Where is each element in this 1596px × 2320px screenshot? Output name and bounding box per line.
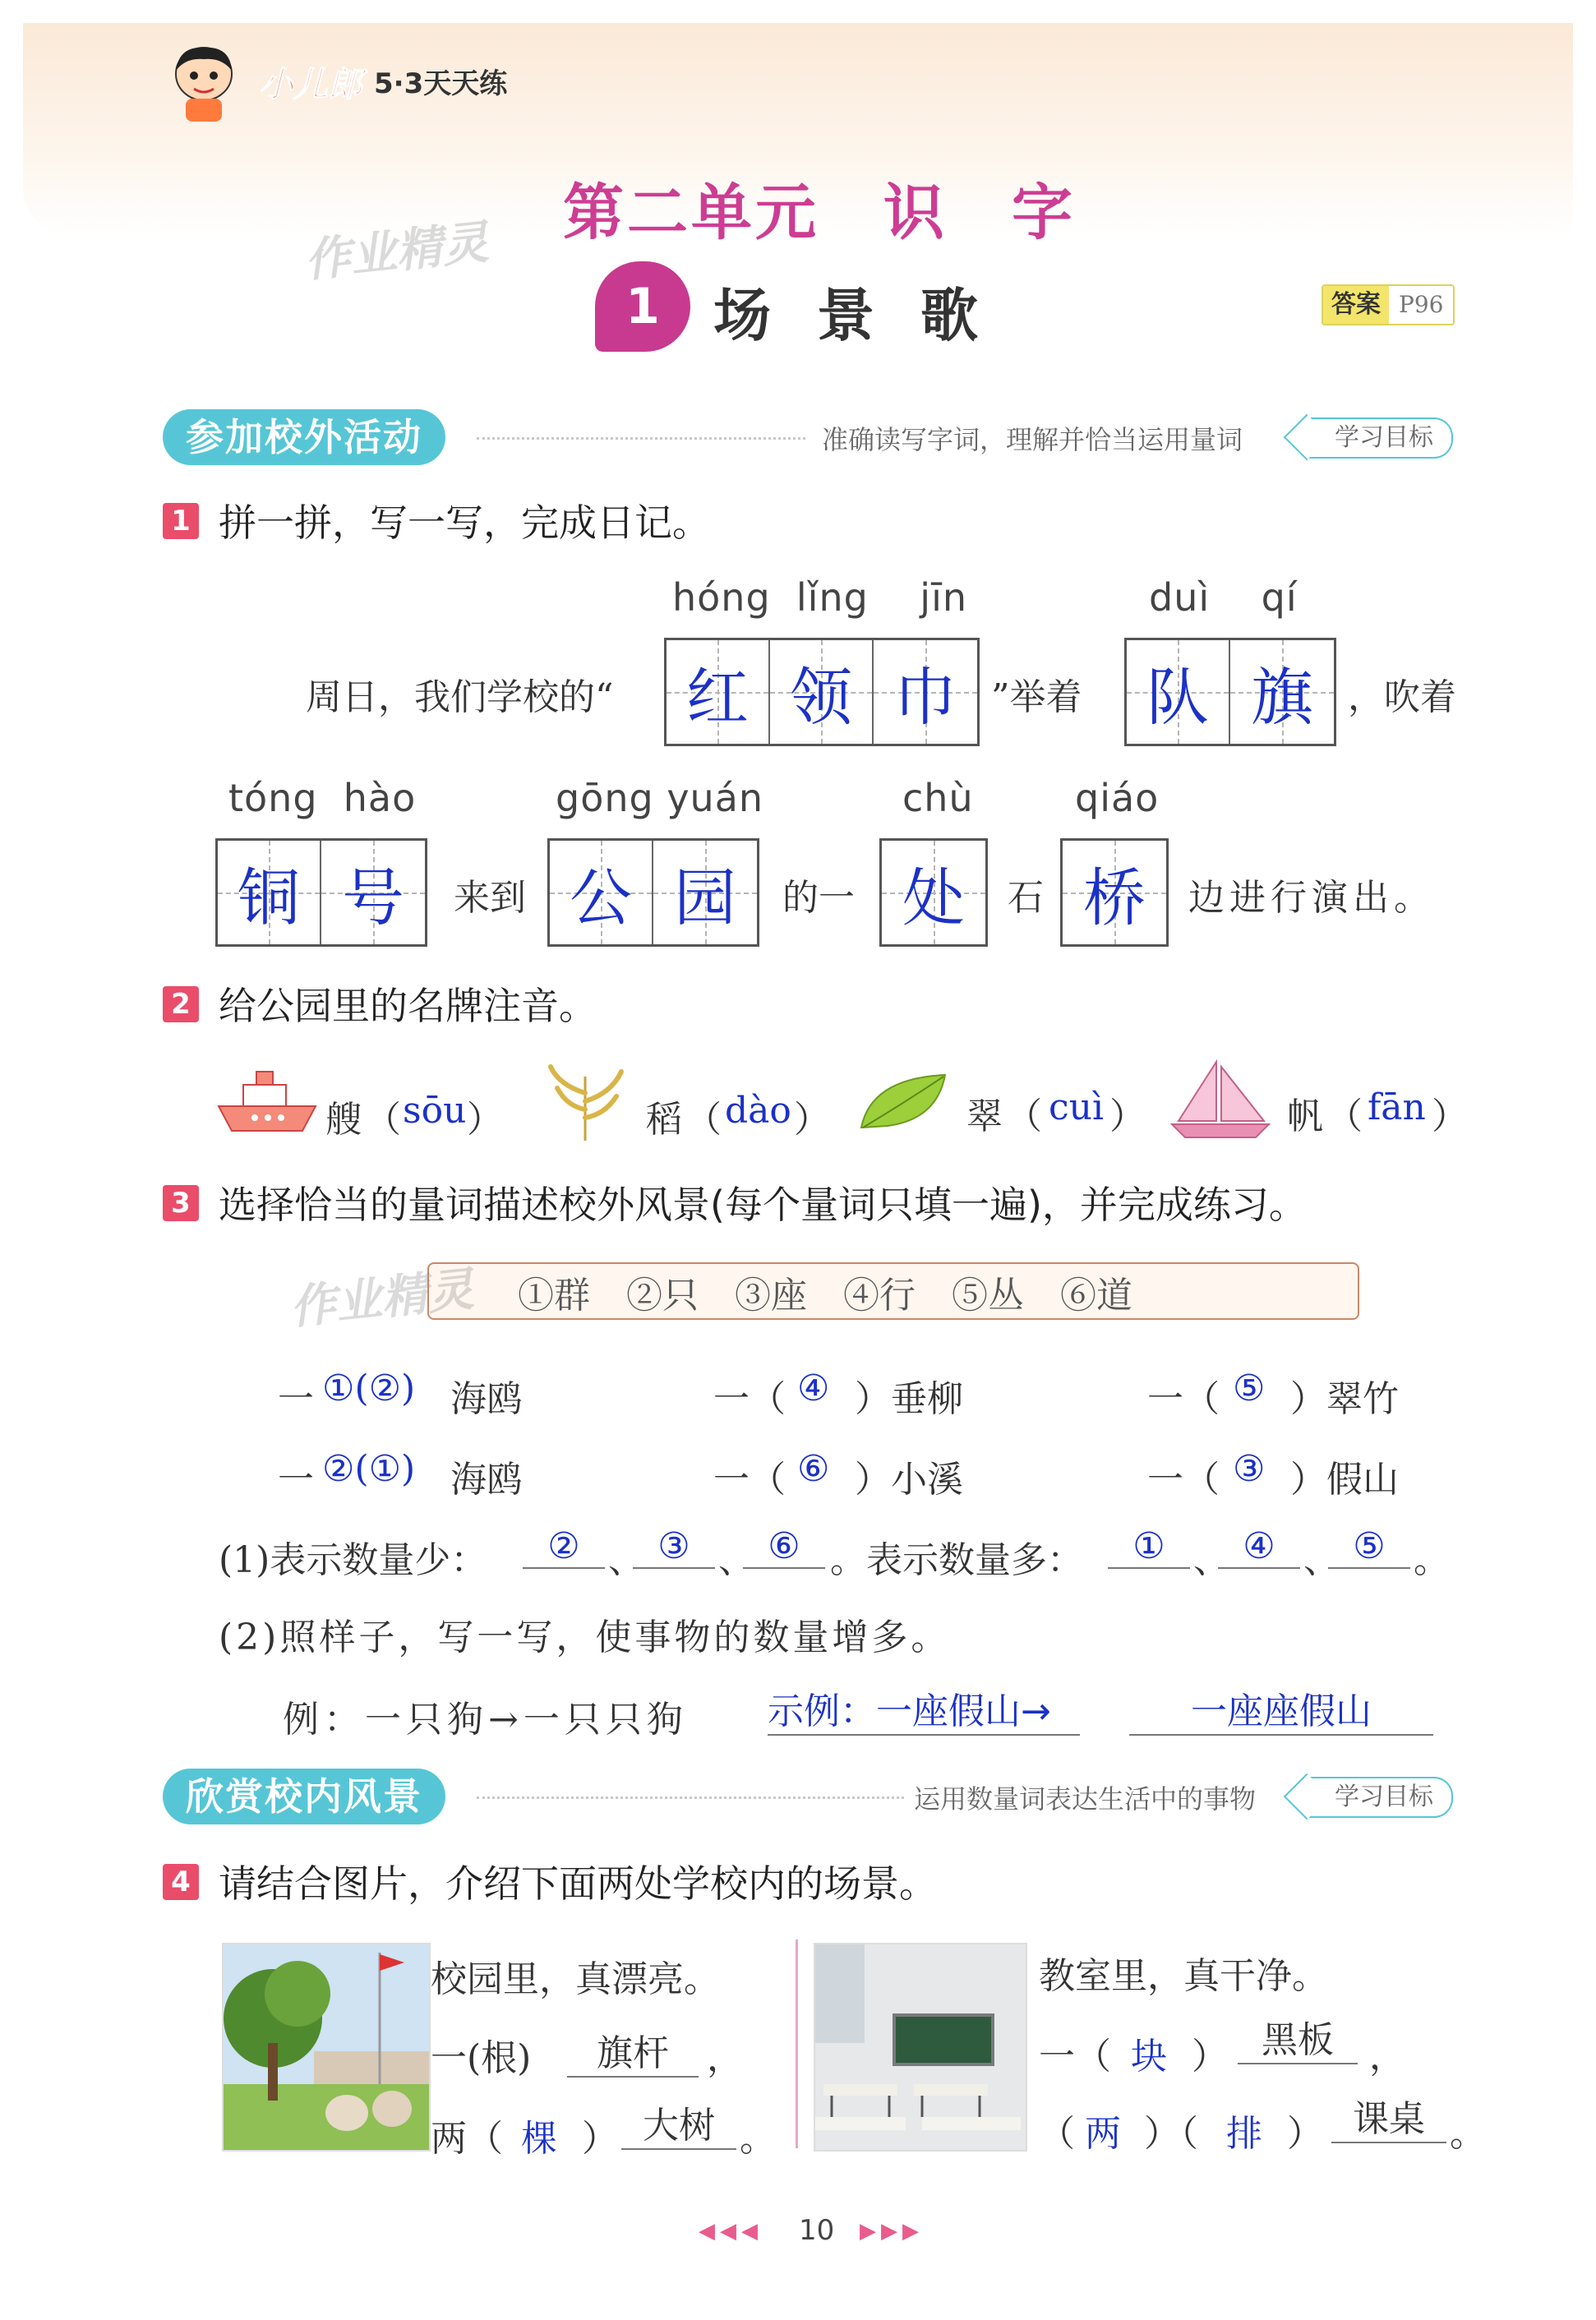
bracket: ） — [1192, 2036, 1228, 2078]
fill-pre: 一（ — [1147, 1459, 1220, 1501]
answer-char: 队 — [1146, 660, 1209, 734]
quantifier-answer: 排 — [1226, 2113, 1262, 2155]
question-number: 4 — [163, 1864, 199, 1900]
label-char: 稻 — [646, 1099, 682, 1141]
rice-icon — [542, 1060, 630, 1142]
answer-char: 园 — [674, 860, 736, 934]
grid-cell — [218, 841, 321, 944]
answer-blank: 旗杆 — [567, 2023, 699, 2078]
writing-grid — [1060, 838, 1169, 947]
bracket: （ — [1039, 2113, 1075, 2155]
diary-text: 的一 — [782, 877, 855, 919]
pinyin-answer: fān — [1368, 1086, 1426, 1128]
page-number: 10 — [799, 2214, 835, 2247]
fill-answer: ①(②) — [322, 1368, 416, 1409]
label-char: 艘 — [325, 1099, 362, 1141]
question-number: 2 — [163, 986, 199, 1022]
goal-tag: 学习目标 — [1307, 417, 1453, 459]
sub-question-label: (1)表示数量少： — [219, 1539, 487, 1581]
section-goal: 运用数量词表达生活中的事物 — [914, 1783, 1257, 1815]
grid-cell — [1230, 640, 1334, 744]
pinyin-duiqi: duì qí — [1149, 575, 1298, 620]
watermark: 作业精灵 — [302, 215, 491, 288]
answer-char: 红 — [686, 660, 749, 734]
pinyin-chu: chù — [902, 776, 974, 820]
diary-text: 来到 — [454, 877, 526, 919]
left-arrows-icon: ◀◀◀ — [699, 2219, 763, 2244]
grid-cell — [667, 640, 770, 744]
answer-blank: 课桌 — [1331, 2089, 1446, 2143]
period: 。 — [1414, 1539, 1450, 1581]
diary-text: 边进行演出。 — [1188, 877, 1435, 919]
writing-grid — [547, 838, 759, 947]
boy-mascot-icon — [164, 41, 243, 123]
unit-title: 第二单元 识 字 — [563, 178, 1076, 248]
writing-grid — [664, 638, 980, 746]
pinyin-answer: dào — [725, 1090, 791, 1132]
question-number: 3 — [163, 1185, 199, 1221]
fill-pre: 一（ — [1147, 1378, 1220, 1420]
fill-answer: ③ — [1233, 1448, 1266, 1490]
period: 。 — [740, 2118, 776, 2160]
bracket: ） — [1109, 1095, 1146, 1137]
answer-char: 桥 — [1083, 860, 1146, 934]
grid-cell — [321, 841, 425, 944]
answer-blank: ① — [1108, 1525, 1190, 1569]
sub-question-label: (2)照样子，写一写，使事物的数量增多。 — [219, 1617, 951, 1658]
example-text: 例：一只狗→一只只狗 — [283, 1699, 688, 1741]
separator: 、 — [1193, 1539, 1229, 1581]
pinyin-gongyuan: gōng yuán — [556, 776, 764, 820]
fill-pre: 一（ — [713, 1378, 786, 1420]
scene-sentence: 教室里，真干净。 — [1039, 1955, 1328, 1997]
bracket: ） — [1432, 1095, 1468, 1137]
answer-char: 铜 — [238, 860, 300, 934]
section-divider — [477, 1797, 904, 1799]
question-text: 选择恰当的量词描述校外风景(每个量词只填一遍)，并完成练习。 — [219, 1183, 1307, 1227]
bracket: ） — [467, 1099, 503, 1141]
bracket: ） — [1287, 2113, 1323, 2155]
comma: ， — [707, 2037, 743, 2079]
classroom-photo — [814, 1943, 1027, 2152]
series-name: 5·3天天练 — [374, 67, 508, 100]
grid-cell — [770, 640, 874, 744]
answer-reference — [1322, 284, 1455, 325]
separator: 、 — [608, 1539, 644, 1581]
section-tag-inside: 欣赏校内风景 — [163, 1769, 445, 1824]
answer-blank: 示例：一座假山→ — [768, 1681, 1080, 1736]
answer-blank: 黑板 — [1238, 2010, 1358, 2064]
scene-pre: 两（ — [431, 2118, 503, 2160]
answer-blank: ⑤ — [1328, 1525, 1410, 1569]
diary-text: ”举着 — [991, 676, 1082, 718]
answer-blank: ⑥ — [743, 1525, 825, 1569]
question-text: 请结合图片，介绍下面两处学校内的场景。 — [219, 1861, 937, 1906]
question-number: 1 — [163, 503, 199, 539]
answer-blank: ③ — [633, 1525, 715, 1569]
diary-text: ，吹着 — [1348, 676, 1456, 718]
brand-name: 小儿郎 — [259, 64, 363, 104]
fill-pre: 一 — [278, 1459, 314, 1501]
fill-post: ）假山 — [1290, 1459, 1399, 1501]
bracket: （ — [685, 1099, 722, 1141]
bracket: ） — [582, 2118, 618, 2160]
campus-photo — [222, 1943, 431, 2152]
sub-question-label: 。表示数量多： — [830, 1539, 1083, 1581]
writing-grid — [879, 838, 988, 947]
writing-grid — [215, 838, 427, 947]
section-tag-outside: 参加校外活动 — [163, 409, 445, 465]
bracket: （ — [1326, 1095, 1363, 1137]
grid-cell — [874, 640, 977, 744]
grid-cell — [550, 841, 653, 944]
bracket: ）（ — [1144, 2113, 1198, 2155]
question-text: 给公园里的名牌注音。 — [219, 984, 597, 1028]
fill-post: ）翠竹 — [1290, 1378, 1399, 1420]
section-goal: 准确读写字词，理解并恰当运用量词 — [822, 424, 1243, 455]
quantifier-answer: 块 — [1131, 2036, 1167, 2078]
fill-post: 海鸥 — [450, 1459, 523, 1501]
answer-char: 号 — [342, 860, 404, 934]
answer-blank: ② — [523, 1525, 605, 1569]
ship-icon — [214, 1065, 321, 1139]
goal-tag: 学习目标 — [1307, 1777, 1453, 1818]
answer-blank: ④ — [1218, 1525, 1300, 1569]
bracket: ） — [794, 1099, 830, 1141]
watermark: 作业精灵 — [287, 1262, 477, 1335]
bracket: （ — [1006, 1095, 1042, 1137]
sailboat-icon — [1167, 1057, 1274, 1142]
scene-pre: 一(根) — [431, 2037, 532, 2079]
column-divider — [796, 1939, 798, 2148]
answer-char: 处 — [902, 860, 965, 934]
label-char: 翠 — [966, 1095, 1003, 1137]
scene-pre: 一（ — [1039, 2036, 1111, 2078]
period: 。 — [1450, 2113, 1486, 2155]
pinyin-hongling: hóng lǐng jīn — [672, 575, 968, 620]
pinyin-tonghao: tóng hào — [228, 776, 417, 820]
bracket: （ — [365, 1099, 401, 1141]
fill-answer: ④ — [797, 1368, 830, 1409]
scene-sentence: 校园里，真漂亮。 — [431, 1958, 720, 2000]
pinyin-answer: sōu — [403, 1090, 467, 1132]
answer-page: P96 — [1389, 286, 1453, 324]
separator: 、 — [1303, 1539, 1340, 1581]
right-arrows-icon: ▶▶▶ — [860, 2219, 924, 2244]
separator: 、 — [718, 1539, 754, 1581]
grid-cell — [1063, 841, 1166, 944]
grid-cell — [882, 841, 985, 944]
label-char: 帆 — [1287, 1095, 1323, 1137]
question-text: 拼一拼，写一写，完成日记。 — [219, 500, 710, 545]
answer-char: 公 — [570, 860, 632, 934]
answer-blank: 大树 — [621, 2096, 736, 2150]
writing-grid — [1124, 638, 1336, 746]
quantifier-answer: 两 — [1085, 2113, 1121, 2155]
answer-char: 旗 — [1251, 660, 1313, 734]
comma: ， — [1369, 2036, 1405, 2078]
fill-post: 海鸥 — [450, 1378, 523, 1420]
leaf-icon — [855, 1070, 953, 1136]
diary-text: 周日，我们学校的“ — [306, 676, 614, 718]
fill-post: ）小溪 — [855, 1459, 963, 1501]
fill-answer: ②(①) — [322, 1448, 416, 1490]
diary-text: 石 — [1008, 877, 1044, 919]
section-divider — [477, 437, 805, 440]
fill-answer: ⑤ — [1233, 1368, 1266, 1409]
lesson-number: 1 — [595, 261, 690, 352]
lesson-title: 场景歌 — [713, 282, 1024, 349]
grid-cell — [1127, 640, 1230, 744]
answer-char: 领 — [790, 660, 852, 734]
fill-post: ）垂柳 — [855, 1378, 963, 1420]
grid-cell — [653, 841, 757, 944]
fill-pre: 一 — [278, 1378, 314, 1420]
fill-answer: ⑥ — [797, 1448, 830, 1490]
fill-pre: 一（ — [713, 1459, 786, 1501]
pinyin-answer: cuì — [1049, 1086, 1105, 1128]
answer-blank: 一座座假山 — [1129, 1681, 1433, 1736]
answer-char: 巾 — [894, 660, 957, 734]
measure-word-options: ①群 ②只 ③座 ④行 ⑤丛 ⑥道 — [518, 1275, 1132, 1317]
quantifier-answer: 棵 — [521, 2118, 557, 2160]
answer-label: 答案 — [1323, 286, 1389, 324]
pinyin-qiao: qiáo — [1075, 776, 1160, 820]
